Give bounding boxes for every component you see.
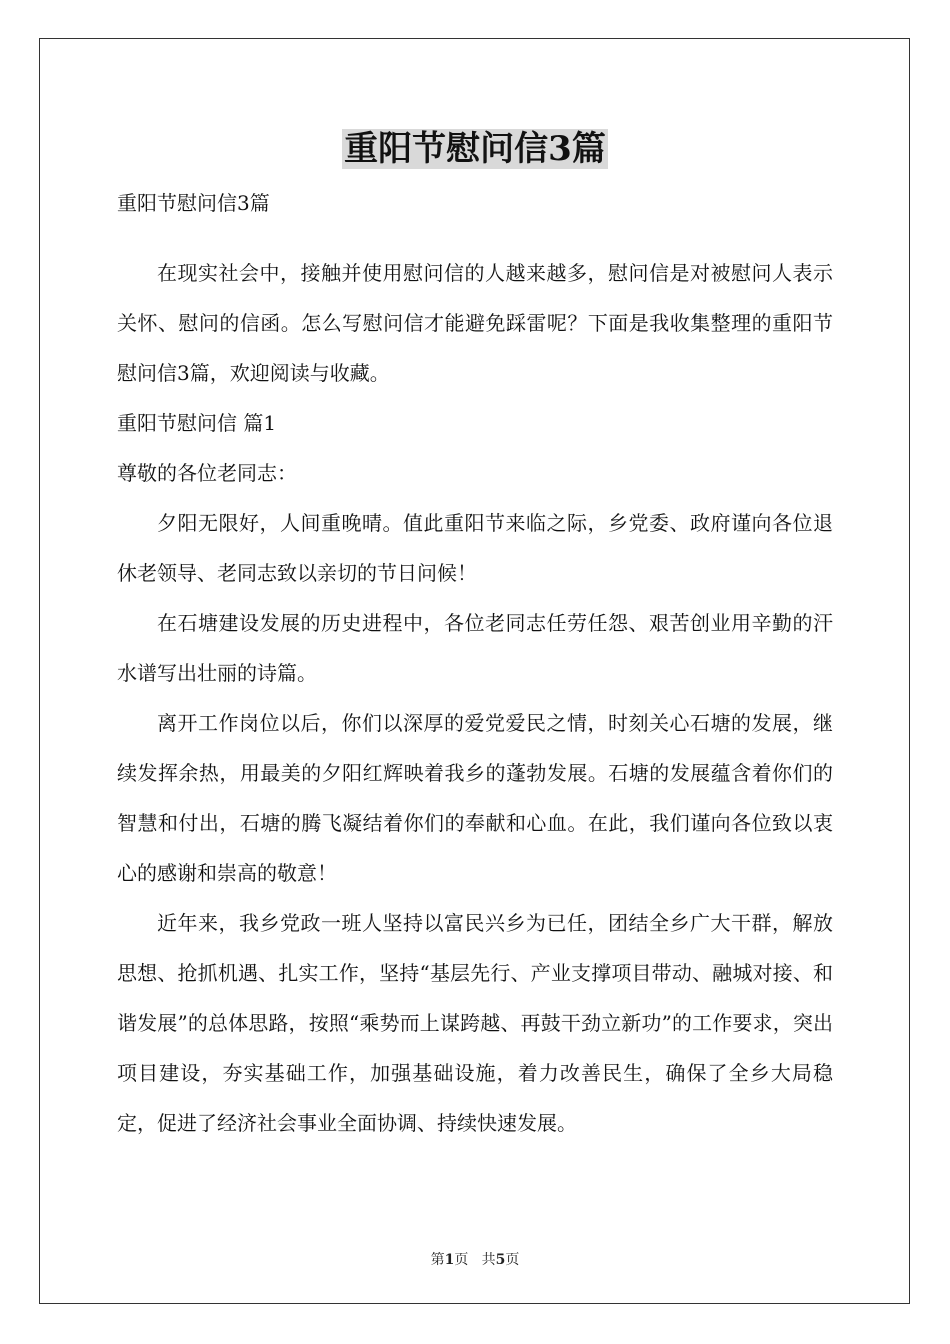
body-paragraph: 离开工作岗位以后，你们以深厚的爱党爱民之情，时刻关心石塘的发展，继续发挥余热，用最美的夕阳红辉映着我乡的蓬勃发展。石塘的发展蕴含着你们的智慧和付出，石塘的腾飞凝结着你们的奉献和心血。在此，我们谨向各位致以衷心的感谢和崇高的敬意！: [117, 711, 833, 885]
body-paragraph: 在石塘建设发展的历史进程中，各位老同志任劳任怨、艰苦创业用辛勤的汗水谱写出壮丽的诗篇。: [117, 611, 833, 685]
intro-paragraph: 在现实社会中，接触并使用慰问信的人越来越多，慰问信是对被慰问人表示关怀、慰问的信函。怎么写慰问信才能避免踩雷呢？下面是我收集整理的重阳节慰问信3篇，欢迎阅读与收藏。: [117, 261, 833, 385]
body-paragraph: 夕阳无限好，人间重晚晴。值此重阳节来临之际，乡党委、政府谨向各位退休老领导、老同志致以亲切的节日问候！: [117, 511, 833, 585]
document-title-text: 重阳节慰问信3篇: [344, 129, 606, 169]
body-paragraph: 近年来，我乡党政一班人坚持以富民兴乡为已任，团结全乡广大干群，解放思想、抢抓机遇、扎实工作，坚持“基层先行、产业支撑项目带动、融城对接、和谐发展”的总体思路，按照“乘势而上谋跨越、再鼓干劲立新功”的工作要求，突出项目建设，夯实基础工作，加强基础设施，着力改善民生，确保了全乡大局稳定，促进了经济社会事业全面协调、持续快速发展。: [117, 911, 833, 1135]
total-pages: 5: [495, 1252, 506, 1268]
total-suffix: 页: [505, 1252, 520, 1268]
document-title: [0, 126, 950, 172]
document-subtitle: 重阳节慰问信3篇: [117, 191, 270, 215]
page-number: 1: [444, 1252, 455, 1268]
page-prefix: 第: [430, 1252, 445, 1268]
page-suffix: 页: [454, 1252, 469, 1268]
salutation: 尊敬的各位老同志：: [117, 461, 297, 485]
total-prefix: 共: [481, 1252, 496, 1268]
section-heading: 重阳节慰问信 篇1: [117, 411, 277, 435]
document-body: [117, 178, 833, 1148]
page-footer: [0, 1249, 950, 1269]
